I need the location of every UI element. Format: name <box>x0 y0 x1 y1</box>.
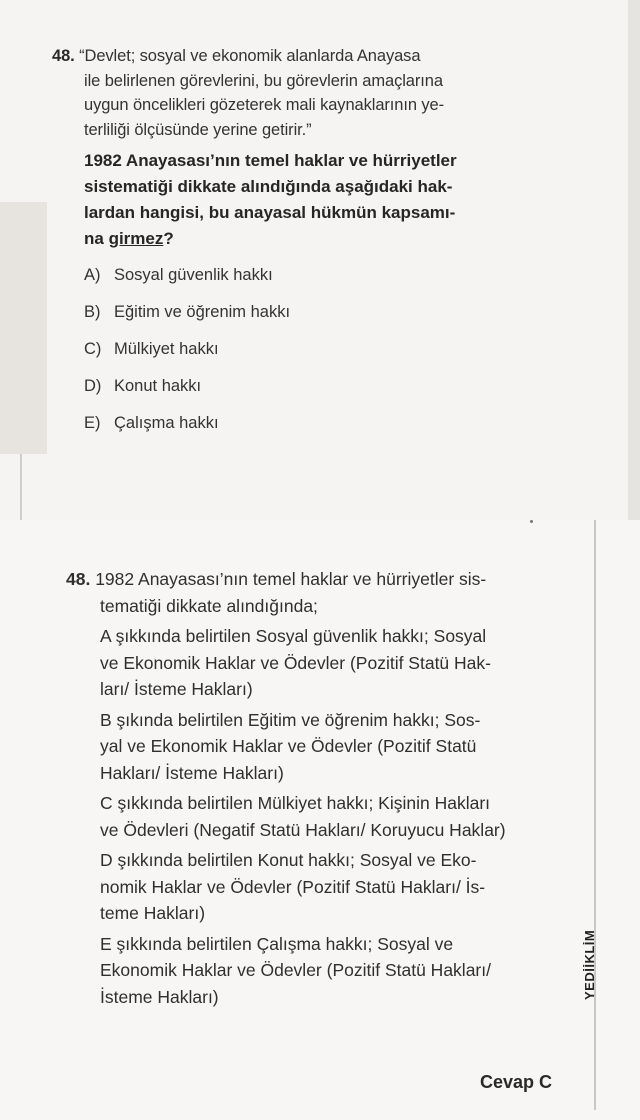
publisher-brand: YEDİİKLİM <box>582 929 597 1000</box>
solution-divider <box>594 520 596 1110</box>
page-dot <box>530 520 533 523</box>
solution-intro-2: tematiği dikkate alındığında; <box>100 595 318 616</box>
solution-intro-1: 48. 1982 Anayasası’nın temel haklar ve hürriyetler sis- <box>66 569 487 589</box>
option-d[interactable]: D) Konut hakkı <box>84 377 202 395</box>
option-e[interactable]: E) Çalışma hakkı <box>84 414 219 432</box>
quote-line-2: ile belirlenen görevlerini, bu görevlerin amaçlarına <box>84 71 443 90</box>
question-block <box>52 44 532 449</box>
quote-line-1: 48. “Devlet; sosyal ve ekonomik alanlarda Anayasa <box>52 47 421 65</box>
prompt-line-4: na girmez? <box>84 229 174 248</box>
solution-paragraph-e: E şıkkında belirtilen Çalışma hakkı; Sosyal ve Ekonomik Haklar ve Ödevler (Pozitif Statü Hakları/ İsteme Hakları) <box>100 933 491 1007</box>
option-a[interactable]: A) Sosyal güvenlik hakkı <box>84 266 273 284</box>
prompt-line-3: lardan hangisi, bu anayasal hükmün kapsamı- <box>84 203 456 222</box>
quote-line-3: uygun öncelikleri gözeterek mali kaynaklarının ye- <box>84 96 445 114</box>
prompt-line-1: 1982 Anayasası’nın temel haklar ve hürriyetler <box>84 151 457 170</box>
solution-paragraph-b: B şıkında belirtilen Eğitim ve öğrenim hakkı; Sos- yal ve Ekonomik Haklar ve Ödevler (Pozitif Statü Hakları/ İsteme Hakları) <box>100 709 481 783</box>
answer-options <box>52 264 532 449</box>
left-edge-strip <box>0 202 47 454</box>
divider-line <box>20 454 22 520</box>
option-c[interactable]: C) Mülkiyet hakkı <box>84 340 219 358</box>
question-number: 48. <box>52 47 75 65</box>
solution-paragraph-d: D şıkkında belirtilen Konut hakkı; Sosyal ve Eko- nomik Haklar ve Ödevler (Pozitif Statü Hakları/ İs- teme Hakları) <box>100 850 486 923</box>
solution-paragraph-c: C şıkkında belirtilen Mülkiyet hakkı; Kişinin Hakları ve Ödevleri (Negatif Statü Hakları/ Koruyucu Haklar) <box>100 793 506 840</box>
option-b[interactable]: B) Eğitim ve öğrenim hakkı <box>84 303 291 321</box>
solution-block <box>66 566 576 1010</box>
page-edge <box>628 0 640 600</box>
solution-number: 48. <box>66 569 91 589</box>
answer-label: Cevap C <box>480 1072 553 1092</box>
prompt-line-2: sistematiği dikkate alındığında aşağıdaki hak- <box>84 177 453 196</box>
quote-line-4: terliliği ölçüsünde yerine getirir.” <box>84 120 312 139</box>
solution-paragraph-a: A şıkkında belirtilen Sosyal güvenlik hakkı; Sosyal ve Ekonomik Haklar ve Ödevler (Pozitif Statü Hak- ları/ İsteme Hakları) <box>100 626 491 699</box>
negation-word: girmez <box>108 229 164 248</box>
